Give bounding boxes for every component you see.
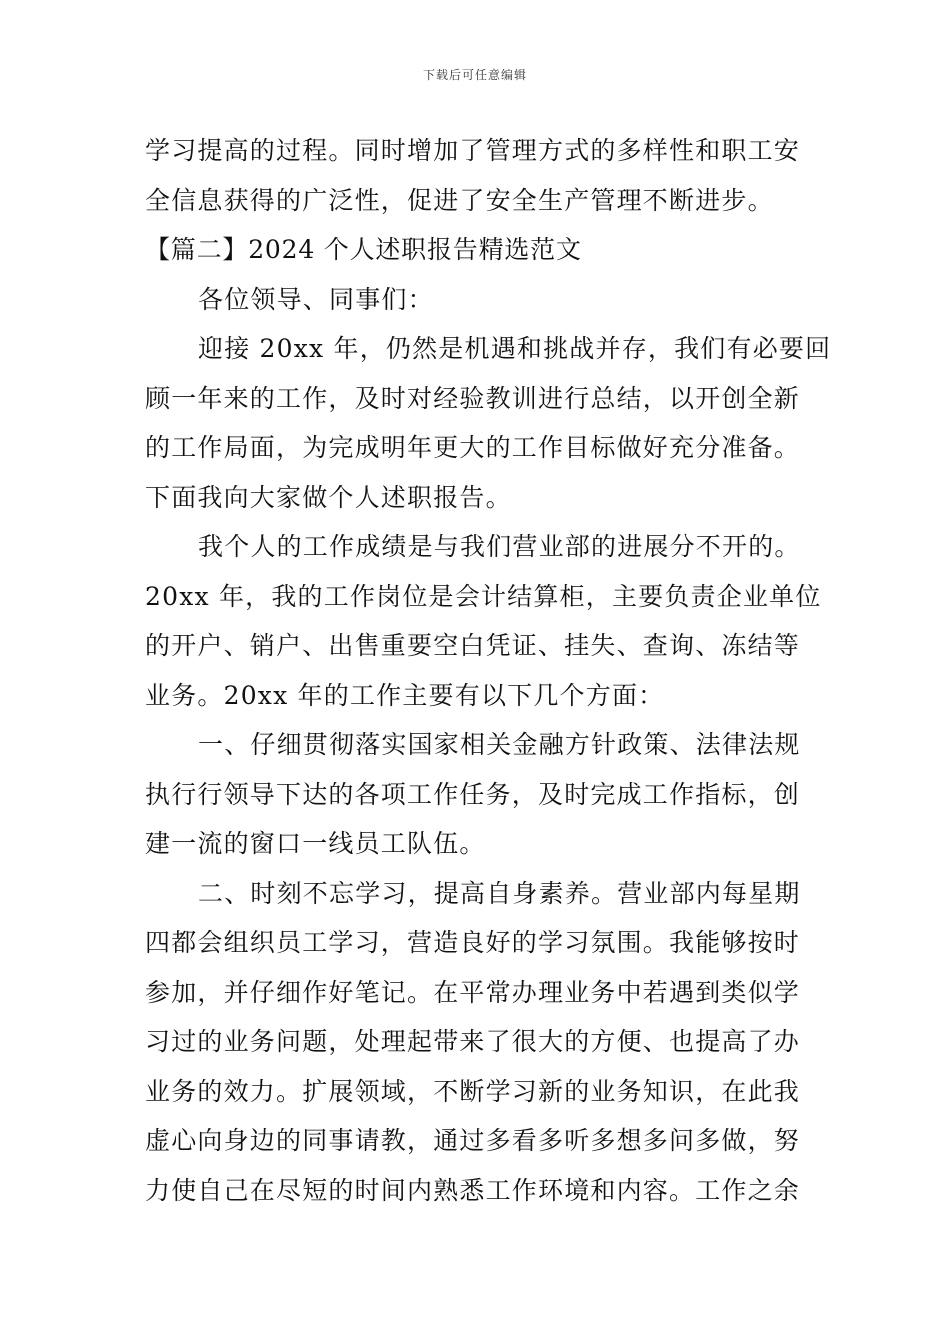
document-body (145, 126, 832, 1215)
text-line: 四都会组织员工学习，营造良好的学习氛围。我能够按时 (145, 928, 801, 957)
text-line: 的工作局面，为完成明年更大的工作目标做好充分准备。 (145, 433, 801, 462)
text-line: 业务的效力。扩展领域，不断学习新的业务知识，在此我 (145, 1076, 801, 1106)
text-line: 顾一年来的工作，及时对经验教训进行总结，以开创全新 (145, 383, 801, 413)
page-header-note: 下载后可任意编辑 (422, 68, 527, 82)
text-line: 下面我向大家做个人述职报告。 (145, 482, 512, 512)
section-title: 【篇二】2024 个人述职报告精选范文 (145, 235, 582, 264)
text-line: 的开户、销户、出售重要空白凭证、挂失、查询、冻结等 (145, 631, 801, 660)
text-line: 二、时刻不忘学习，提高自身素养。营业部内每星期 (198, 878, 801, 908)
text-line: 20xx 年，我的工作岗位是会计结算柜，主要负责企业单位 (145, 581, 822, 611)
text-line: 迎接 20xx 年，仍然是机遇和挑战并存，我们有必要回 (198, 334, 832, 363)
salutation: 各位领导、同事们： (198, 284, 434, 314)
text-line: 执行行领导下达的各项工作任务，及时完成工作指标，创 (145, 779, 801, 809)
text-line: 习过的业务问题，处理起带来了很大的方便、也提高了办 (145, 1027, 801, 1056)
text-line: 学习提高的过程。同时增加了管理方式的多样性和职工安 (145, 136, 801, 165)
text-line: 虚心向身边的同事请教，通过多看多听多想多问多做，努 (145, 1126, 801, 1155)
text-line: 我个人的工作成绩是与我们营业部的进展分不开的。 (198, 532, 801, 561)
text-line: 一、仔细贯彻落实国家相关金融方针政策、法律法规 (198, 730, 801, 759)
text-line: 参加，并仔细作好笔记。在平常办理业务中若遇到类似学 (145, 977, 801, 1007)
text-line: 建一流的窗口一线员工队伍。 (145, 829, 486, 858)
text-line: 业务。20xx 年的工作主要有以下几个方面： (145, 680, 665, 710)
text-line: 力使自己在尽短的时间内熟悉工作环境和内容。工作之余 (145, 1175, 801, 1205)
text-line: 全信息获得的广泛性，促进了安全生产管理不断进步。 (145, 185, 774, 215)
